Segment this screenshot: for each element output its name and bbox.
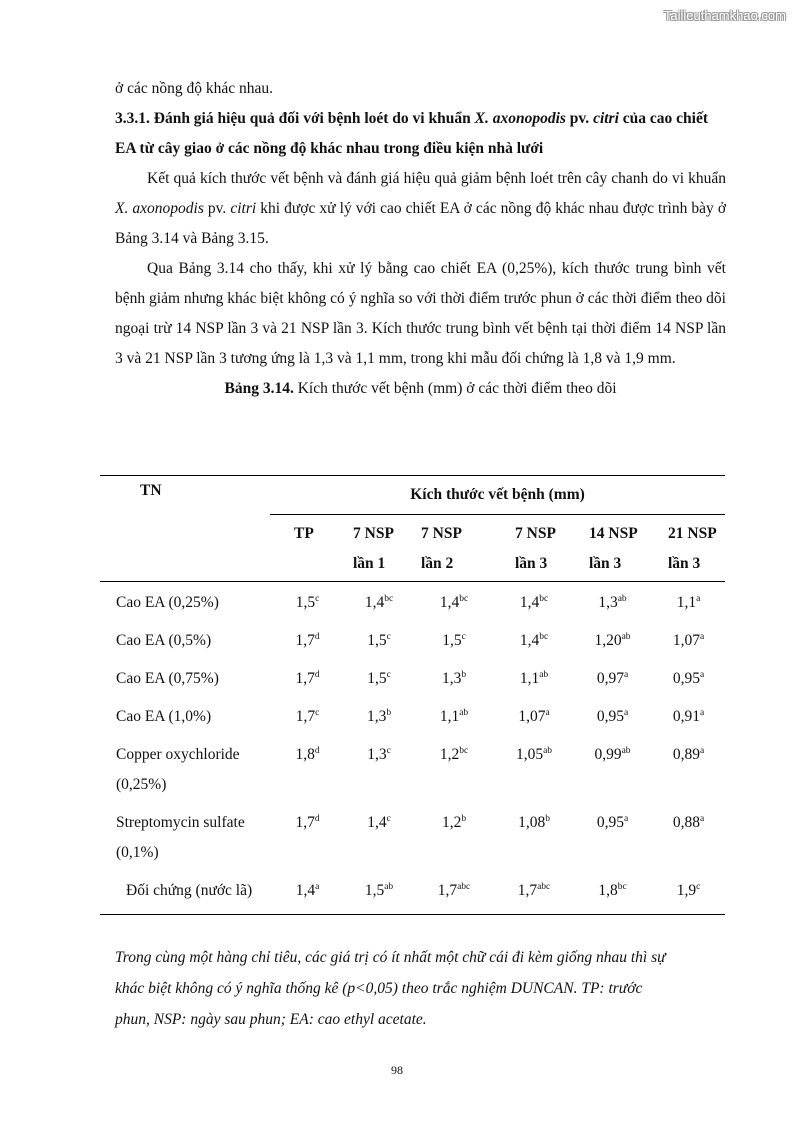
cell-value: 1,3 bbox=[366, 708, 387, 725]
table-cell bbox=[270, 582, 345, 623]
cell-value: 1,7 bbox=[295, 814, 315, 831]
table-cell bbox=[413, 698, 495, 736]
cell-value: 1,07 bbox=[672, 632, 700, 649]
table-caption-label: Bảng 3.14. bbox=[224, 380, 294, 397]
row-label: Cao EA (0,5%) bbox=[116, 632, 212, 649]
table-row bbox=[100, 736, 725, 804]
table-cell bbox=[495, 872, 573, 915]
header-tn: TN bbox=[100, 476, 270, 582]
cell-significance: ab bbox=[543, 746, 553, 756]
cell-significance: abc bbox=[457, 882, 471, 892]
table-cell bbox=[573, 660, 652, 698]
cell-value: 0,95 bbox=[596, 814, 624, 831]
sub-header-line-1: 7 NSP bbox=[515, 525, 556, 542]
cell-value: 1,3 bbox=[441, 670, 462, 687]
cell-significance: ab bbox=[539, 670, 549, 680]
cell-significance: c bbox=[461, 632, 466, 642]
table-cell bbox=[652, 698, 725, 736]
table-cell bbox=[652, 582, 725, 623]
cell-significance: c bbox=[386, 746, 391, 756]
row-label: Cao EA (0,25%) bbox=[116, 594, 219, 611]
cell-value: 1,5 bbox=[367, 632, 387, 649]
cell-value: 1,05 bbox=[515, 746, 544, 763]
cell-significance: a bbox=[699, 632, 705, 642]
row-label: Cao EA (1,0%) bbox=[116, 708, 212, 725]
table-row bbox=[100, 698, 725, 736]
heading-suffix: của cao chiết EA từ cây giao ở các nồng độ khác nhau trong điều kiện nhà lưới bbox=[115, 110, 709, 157]
paragraph-2: Qua Bảng 3.14 cho thấy, khi xử lý bằng cao chiết EA (0,25%), kích thước trung bình vết bệnh giảm nhưng khác biệt không có ý nghĩa so với thời điểm trước phun ở các thời điểm theo dõi ngoại trừ 14 NSP lần 3 và 21 NSP lần 3. Kích thước trung bình vết bệnh tại thời điểm 14 NSP lần 3 và 21 NSP lần 3 tương ứng là 1,3 và 1,1 mm, trong khi mẫu đối chứng là 1,8 và 1,9 mm. bbox=[115, 260, 726, 367]
table-cell bbox=[495, 582, 573, 623]
cell-significance: ab bbox=[621, 632, 631, 642]
cell-value: 1,07 bbox=[518, 708, 546, 725]
table-row bbox=[100, 872, 725, 915]
table-cell bbox=[573, 582, 652, 623]
cell-significance: ab bbox=[459, 708, 469, 718]
table-cell bbox=[413, 582, 495, 623]
cell-value: 1,08 bbox=[518, 814, 546, 831]
cell-significance: a bbox=[545, 708, 550, 718]
sub-header-line-2: lần 3 bbox=[515, 555, 548, 572]
cell-value: 1,7 bbox=[295, 670, 315, 687]
header-group: Kích thước vết bệnh (mm) bbox=[270, 476, 725, 515]
cell-significance: bc bbox=[539, 594, 549, 604]
table-cell bbox=[573, 698, 652, 736]
table-cell bbox=[652, 622, 725, 660]
cell-significance: c bbox=[386, 814, 391, 824]
cell-value: 1,4 bbox=[364, 594, 385, 611]
cell-value: 1,2 bbox=[439, 746, 460, 763]
table-cell bbox=[652, 804, 725, 872]
table-cell bbox=[413, 622, 495, 660]
paragraph-1-pv: pv. bbox=[203, 200, 231, 217]
table-cell bbox=[495, 804, 573, 872]
table-cell bbox=[573, 622, 652, 660]
table-cell bbox=[345, 622, 413, 660]
cell-value: 1,20 bbox=[594, 632, 622, 649]
paragraph-1-a: Kết quả kích thước vết bệnh và đánh giá hiệu quả giảm bệnh loét trên cây chanh do vi khuẩn bbox=[147, 170, 726, 187]
cell-significance: b bbox=[386, 708, 392, 718]
cell-value: 0,95 bbox=[596, 708, 624, 725]
watermark: Tailieuthamkhao.com bbox=[663, 8, 786, 23]
page-number: 98 bbox=[391, 1063, 403, 1077]
table-cell bbox=[495, 622, 573, 660]
table-cell bbox=[345, 736, 413, 804]
cell-value: 0,88 bbox=[672, 814, 700, 831]
table-cell bbox=[270, 698, 345, 736]
cell-value: 1,3 bbox=[598, 594, 618, 611]
cell-significance: d bbox=[314, 814, 320, 824]
row-label: Cao EA (0,75%) bbox=[116, 670, 219, 687]
table-cell bbox=[413, 872, 495, 915]
cell-value: 1,4 bbox=[519, 632, 540, 649]
table-cell bbox=[270, 622, 345, 660]
table-cell bbox=[573, 872, 652, 915]
cell-value: 0,99 bbox=[594, 746, 622, 763]
table-row bbox=[100, 582, 725, 623]
table-cell bbox=[573, 804, 652, 872]
sub-header-4 bbox=[495, 515, 573, 582]
sub-header-line-2: lần 3 bbox=[589, 555, 622, 572]
intro-line: ở các nồng độ khác nhau. bbox=[115, 80, 273, 97]
cell-value: 0,97 bbox=[596, 670, 624, 687]
cell-significance: ab bbox=[621, 746, 631, 756]
sub-header-line-1: 7 NSP bbox=[421, 525, 462, 542]
cell-significance: bc bbox=[384, 594, 394, 604]
sub-header-line-1: TP bbox=[294, 525, 314, 542]
cell-value: 0,89 bbox=[672, 746, 700, 763]
sub-header-5 bbox=[573, 515, 652, 582]
heading-pv: pv. bbox=[565, 110, 594, 127]
cell-significance: d bbox=[314, 746, 320, 756]
sub-header-line-2: lần 3 bbox=[668, 555, 701, 572]
cell-value: 1,8 bbox=[598, 882, 618, 899]
paragraph-1 bbox=[115, 164, 726, 254]
table-body bbox=[100, 582, 725, 915]
cell-value: 0,91 bbox=[672, 708, 700, 725]
table-cell bbox=[270, 736, 345, 804]
cell-significance: b bbox=[545, 814, 550, 824]
cell-significance: a bbox=[699, 746, 705, 756]
heading-prefix: 3.3.1. Đánh giá hiệu quả đối với bệnh loét do vi khuẩn bbox=[115, 110, 475, 127]
sub-header-line-2: lần 1 bbox=[353, 555, 386, 572]
table-cell bbox=[345, 698, 413, 736]
cell-significance: abc bbox=[537, 882, 551, 892]
cell-value: 1,5 bbox=[367, 670, 387, 687]
cell-significance: b bbox=[461, 670, 467, 680]
section-heading bbox=[115, 104, 726, 164]
cell-significance: a bbox=[315, 882, 320, 892]
sub-header-line-1: 7 NSP bbox=[353, 525, 394, 542]
cell-significance: a bbox=[699, 814, 705, 824]
table-row bbox=[100, 660, 725, 698]
table-cell bbox=[413, 660, 495, 698]
sub-header-line-2: lần 2 bbox=[421, 555, 454, 572]
table-cell bbox=[270, 660, 345, 698]
cell-significance: a bbox=[699, 670, 705, 680]
cell-value: 0,95 bbox=[672, 670, 700, 687]
table-cell bbox=[652, 872, 725, 915]
sub-header-6 bbox=[652, 515, 725, 582]
table-cell bbox=[573, 736, 652, 804]
cell-value: 1,5 bbox=[364, 882, 385, 899]
table-cell bbox=[345, 872, 413, 915]
cell-significance: c bbox=[386, 632, 391, 642]
cell-value: 1,1 bbox=[676, 594, 697, 611]
table-cell bbox=[345, 804, 413, 872]
cell-significance: ab bbox=[384, 882, 394, 892]
cell-value: 1,5 bbox=[295, 594, 316, 611]
row-label: Copper oxychloride (0,25%) bbox=[116, 746, 240, 793]
cell-value: 1,7 bbox=[437, 882, 458, 899]
cell-value: 1,2 bbox=[441, 814, 462, 831]
cell-value: 1,8 bbox=[295, 746, 315, 763]
cell-value: 1,9 bbox=[676, 882, 697, 899]
table-cell bbox=[345, 582, 413, 623]
table-footnote: Trong cùng một hàng chỉ tiêu, các giá trị có ít nhất một chữ cái đi kèm giống nhau thì sự khác biệt không có ý nghĩa thống kê (p<0,05) theo trắc nghiệm DUNCAN. TP: trước phun, NSP: ngày sau phun; EA: cao ethyl acetate. bbox=[115, 949, 666, 1028]
heading-citri: citri bbox=[593, 110, 619, 127]
cell-value: 1,5 bbox=[442, 632, 462, 649]
table-cell bbox=[652, 660, 725, 698]
table-caption bbox=[115, 374, 726, 404]
table-cell bbox=[413, 804, 495, 872]
cell-significance: d bbox=[314, 632, 320, 642]
cell-significance: bc bbox=[539, 632, 549, 642]
sub-header-line-1: 14 NSP bbox=[589, 525, 638, 542]
cell-significance: a bbox=[699, 708, 705, 718]
table-cell bbox=[270, 872, 345, 915]
table-row bbox=[100, 622, 725, 660]
table-cell bbox=[413, 736, 495, 804]
cell-value: 1,1 bbox=[439, 708, 460, 725]
table-cell bbox=[270, 804, 345, 872]
cell-significance: c bbox=[696, 882, 701, 892]
table-cell bbox=[495, 698, 573, 736]
cell-significance: ab bbox=[617, 594, 627, 604]
cell-significance: bc bbox=[459, 594, 469, 604]
cell-significance: bc bbox=[459, 746, 469, 756]
cell-significance: b bbox=[461, 814, 467, 824]
table-cell bbox=[495, 736, 573, 804]
cell-significance: a bbox=[623, 814, 629, 824]
cell-value: 1,7 bbox=[295, 632, 315, 649]
paragraph-1-citri: citri bbox=[230, 200, 257, 217]
table-row bbox=[100, 804, 725, 872]
cell-value: 1,1 bbox=[519, 670, 540, 687]
table-caption-text: Kích thước vết bệnh (mm) ở các thời điểm theo dõi bbox=[293, 380, 617, 397]
table-cell bbox=[345, 660, 413, 698]
table-cell bbox=[652, 736, 725, 804]
sub-header-2 bbox=[345, 515, 413, 582]
cell-significance: c bbox=[386, 670, 391, 680]
cell-value: 1,4 bbox=[439, 594, 460, 611]
paragraph-1-b: khi được xử lý với cao chiết EA ở các nồng độ khác nhau được trình bày ở Bảng 3.14 và Bảng 3.15. bbox=[115, 200, 727, 247]
row-label: Streptomycin sulfate (0,1%) bbox=[116, 814, 245, 861]
sub-header-line-2 bbox=[294, 549, 345, 579]
cell-significance: d bbox=[314, 670, 320, 680]
heading-species: X. axonopodis bbox=[474, 110, 566, 127]
cell-significance: a bbox=[623, 670, 629, 680]
cell-value: 1,7 bbox=[295, 708, 316, 725]
cell-significance: a bbox=[623, 708, 629, 718]
cell-value: 1,4 bbox=[519, 594, 540, 611]
results-table bbox=[100, 475, 725, 915]
cell-significance: c bbox=[315, 708, 320, 718]
cell-value: 1,4 bbox=[367, 814, 387, 831]
cell-significance: bc bbox=[617, 882, 627, 892]
cell-significance: c bbox=[315, 594, 320, 604]
paragraph-1-species: X. axonopodis bbox=[115, 200, 204, 217]
cell-value: 1,4 bbox=[295, 882, 316, 899]
cell-value: 1,3 bbox=[367, 746, 387, 763]
sub-header-line-1: 21 NSP bbox=[668, 525, 717, 542]
page-body bbox=[115, 74, 726, 404]
table-cell bbox=[495, 660, 573, 698]
cell-value: 1,7 bbox=[517, 882, 538, 899]
sub-header-1 bbox=[270, 515, 345, 582]
cell-significance: a bbox=[696, 594, 701, 604]
sub-header-3 bbox=[413, 515, 495, 582]
row-label: Đối chứng (nước lã) bbox=[100, 872, 270, 915]
